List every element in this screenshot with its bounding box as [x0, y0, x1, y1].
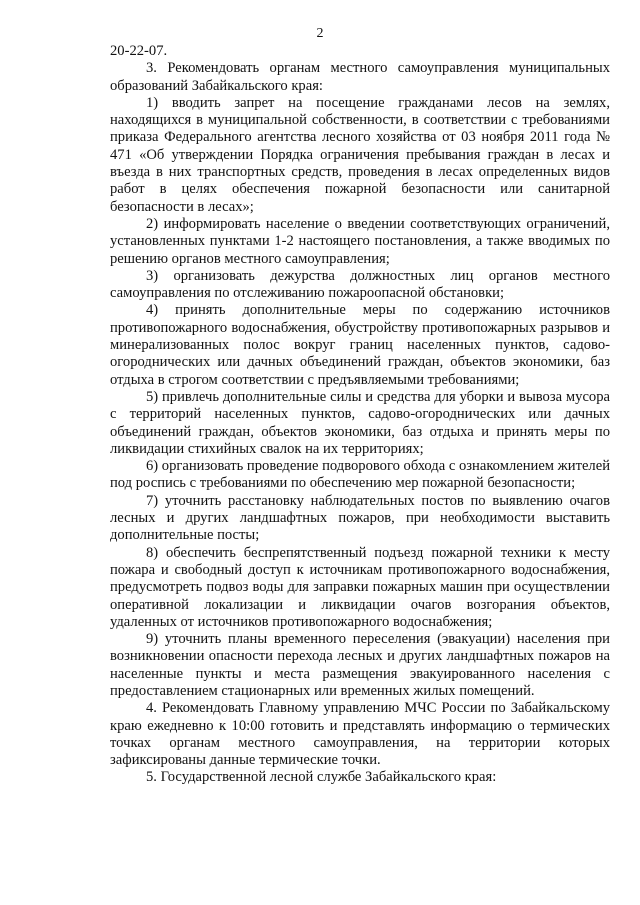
paragraph: 3. Рекомендовать органам местного самоуправления муниципальных образований Забайкальского края: — [110, 60, 610, 94]
paragraph: 20-22-07. — [110, 43, 168, 59]
document-body — [110, 43, 610, 787]
paragraph: 3) организовать дежурства должностных лиц органов местного самоуправления по отслеживанию пожароопасной обстановки; — [110, 267, 610, 302]
paragraph: 6) организовать проведение подворового обхода с ознакомлением жителей под роспись с требованиями по обеспечению мер пожарной безопасности; — [110, 458, 610, 492]
paragraph: 5) привлечь дополнительные силы и средства для уборки и вывоза мусора с территорий населенных пунктов, садово-огороднических или дачных объединений граждан, объектов экономики, баз отдыха и принять меры по ликвидации стихийных свалок на их территориях; — [110, 388, 610, 457]
paragraph: 8) обеспечить беспрепятственный подъезд пожарной техники к месту пожара и свободный доступ к источникам противопожарного водоснабжения, предусмотреть подвоз воды для заправки пожарных машин при осуществлении оперативной локализации и ликвидации очагов возгорания объектов, удаленных от источников противопожарного водоснабжения; — [110, 544, 610, 630]
page-number: 2 — [316, 26, 324, 41]
paragraph: 5. Государственной лесной службе Забайкальского края: — [146, 769, 497, 786]
paragraph: 7) уточнить расстановку наблюдательных постов по выявлению очагов лесных и других ландшафтных пожаров, при необходимости выставить дополнительные посты; — [110, 492, 610, 544]
paragraph: 4. Рекомендовать Главному управлению МЧС России по Забайкальскому краю ежедневно к 10:00 готовить и представлять информацию о термических точках органам местного самоуправления, на территории которых зафиксированы данные термические точки. — [110, 700, 610, 769]
paragraph: 4) принять дополнительные меры по содержанию источников противопожарного водоснабжения, обустройству противопожарных разрывов и минерализованных полос вокруг границ населенных пунктов, садово-огороднических или дачных объединений граждан, объектов экономики, баз отдыха в строгом соответствии с предъявляемыми требованиями; — [110, 302, 610, 388]
paragraph: 9) уточнить планы временного переселения (эвакуации) населения при возникновении опасности перехода лесных и других ландшафтных пожаров на населенные пункты и места размещения эвакуированного населения с предоставлением стационарных или временных жилых помещений. — [110, 631, 610, 699]
paragraph: 1) вводить запрет на посещение гражданами лесов на землях, находящихся в муниципальной собственности, в соответствии с требованиями приказа Федерального агентства лесного хозяйства от 03 ноября 2011 года № 471 «Об утверждении Порядка ограничения пребывания граждан в лесах и въезда в них транспортных средств, проведения в лесах определенных видов работ в целях обеспечения пожарной безопасности или санитарной безопасности в лесах»; — [110, 94, 610, 215]
paragraph: 2) информировать население о введении соответствующих ограничений, установленных пунктами 1-2 настоящего постановления, а также вводимых по решению органов местного самоуправления; — [110, 215, 610, 267]
